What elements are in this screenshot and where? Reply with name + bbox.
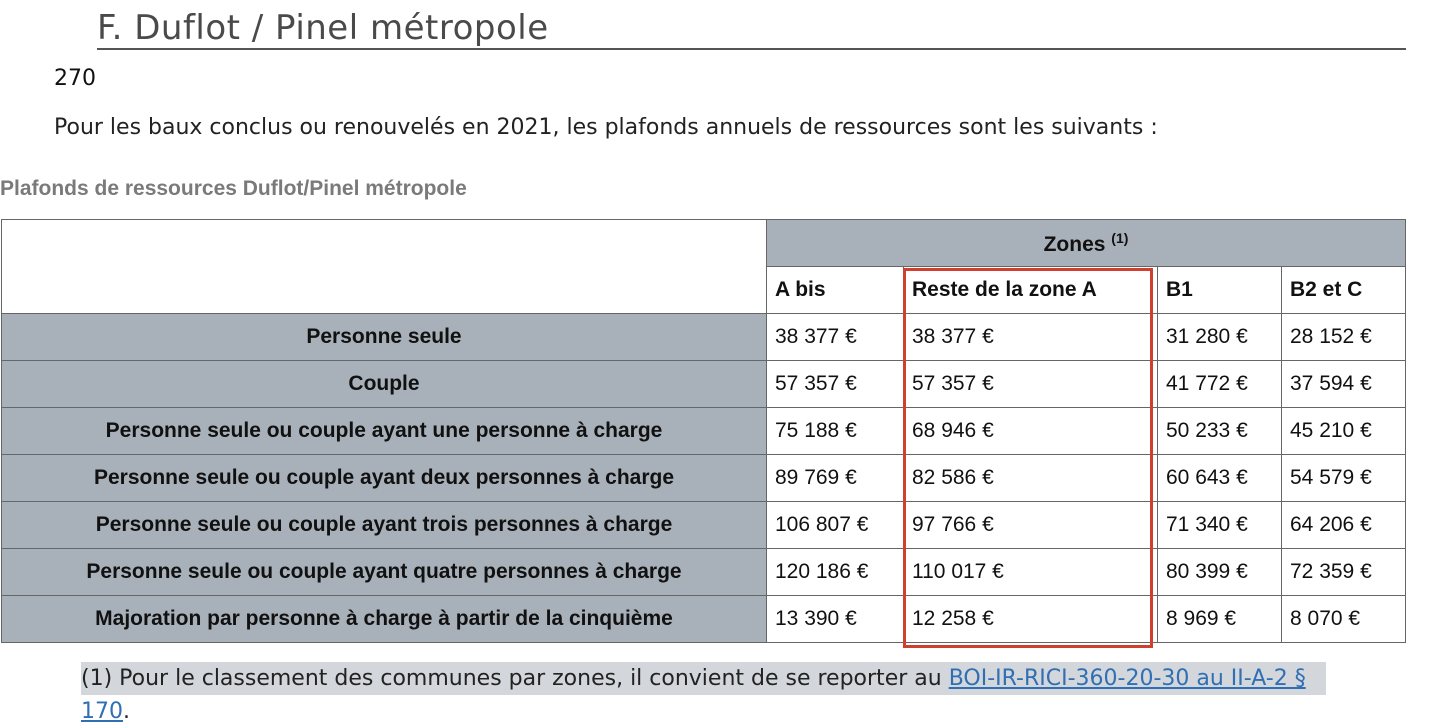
table-cell: 37 594 € bbox=[1282, 361, 1406, 408]
footnote-text: (1) Pour le classement des communes par zones, il convient de se reporter au bbox=[81, 666, 949, 691]
row-label: Majoration par personne à charge à partir de la cinquième bbox=[2, 596, 767, 643]
footnote-suffix: . bbox=[123, 699, 130, 724]
table-cell: 120 186 € bbox=[767, 549, 904, 596]
table-cell: 82 586 € bbox=[904, 455, 1158, 502]
table-cell: 110 017 € bbox=[904, 549, 1158, 596]
table-corner-cell bbox=[2, 220, 767, 314]
column-header-a-bis: A bis bbox=[767, 267, 904, 314]
table-cell: 97 766 € bbox=[904, 502, 1158, 549]
table-row bbox=[2, 361, 1406, 408]
resource-ceilings-table bbox=[1, 219, 1406, 643]
table-cell: 38 377 € bbox=[767, 314, 904, 361]
table-cell: 13 390 € bbox=[767, 596, 904, 643]
table-cell: 12 258 € bbox=[904, 596, 1158, 643]
intro-text: Pour les baux conclus ou renouvelés en 2021, les plafonds annuels de ressources sont les suivants : bbox=[54, 115, 1158, 140]
table-row bbox=[2, 502, 1406, 549]
table-cell: 89 769 € bbox=[767, 455, 904, 502]
section-title: F. Duflot / Pinel métropole bbox=[97, 6, 1406, 50]
row-label: Personne seule ou couple ayant une personne à charge bbox=[2, 408, 767, 455]
table-cell: 28 152 € bbox=[1282, 314, 1406, 361]
table-row bbox=[2, 455, 1406, 502]
paragraph-number: 270 bbox=[54, 66, 96, 91]
table-cell: 57 357 € bbox=[904, 361, 1158, 408]
table-cell: 68 946 € bbox=[904, 408, 1158, 455]
row-label: Personne seule bbox=[2, 314, 767, 361]
column-header-reste-zone-a: Reste de la zone A bbox=[904, 267, 1158, 314]
table-cell: 71 340 € bbox=[1158, 502, 1282, 549]
footnote-link[interactable]: BOI-IR-RICI-360-20-30 au II-A-2 § 170 bbox=[81, 666, 1306, 724]
table-cell: 45 210 € bbox=[1282, 408, 1406, 455]
table-row bbox=[2, 549, 1406, 596]
table-cell: 60 643 € bbox=[1158, 455, 1282, 502]
table-cell: 31 280 € bbox=[1158, 314, 1282, 361]
table-cell: 8 070 € bbox=[1282, 596, 1406, 643]
table-cell: 38 377 € bbox=[904, 314, 1158, 361]
table-cell: 54 579 € bbox=[1282, 455, 1406, 502]
column-header-b2-c: B2 et C bbox=[1282, 267, 1406, 314]
table-cell: 80 399 € bbox=[1158, 549, 1282, 596]
table-cell: 57 357 € bbox=[767, 361, 904, 408]
row-label: Personne seule ou couple ayant deux personnes à charge bbox=[2, 455, 767, 502]
table-header-row-zones bbox=[2, 220, 1406, 267]
table-cell: 50 233 € bbox=[1158, 408, 1282, 455]
footnote bbox=[81, 662, 1326, 724]
table-cell: 72 359 € bbox=[1282, 549, 1406, 596]
table-cell: 106 807 € bbox=[767, 502, 904, 549]
zones-header-label: Zones bbox=[1043, 232, 1106, 256]
table-row bbox=[2, 314, 1406, 361]
table-caption: Plafonds de ressources Duflot/Pinel métropole bbox=[0, 177, 467, 200]
table-cell: 75 188 € bbox=[767, 408, 904, 455]
table-cell: 8 969 € bbox=[1158, 596, 1282, 643]
table-row bbox=[2, 596, 1406, 643]
row-label: Couple bbox=[2, 361, 767, 408]
column-header-b1: B1 bbox=[1158, 267, 1282, 314]
zones-header-note: (1) bbox=[1111, 229, 1129, 246]
row-label: Personne seule ou couple ayant quatre personnes à charge bbox=[2, 549, 767, 596]
table-cell: 64 206 € bbox=[1282, 502, 1406, 549]
zones-header bbox=[767, 220, 1406, 267]
row-label: Personne seule ou couple ayant trois personnes à charge bbox=[2, 502, 767, 549]
table-row bbox=[2, 408, 1406, 455]
table-cell: 41 772 € bbox=[1158, 361, 1282, 408]
